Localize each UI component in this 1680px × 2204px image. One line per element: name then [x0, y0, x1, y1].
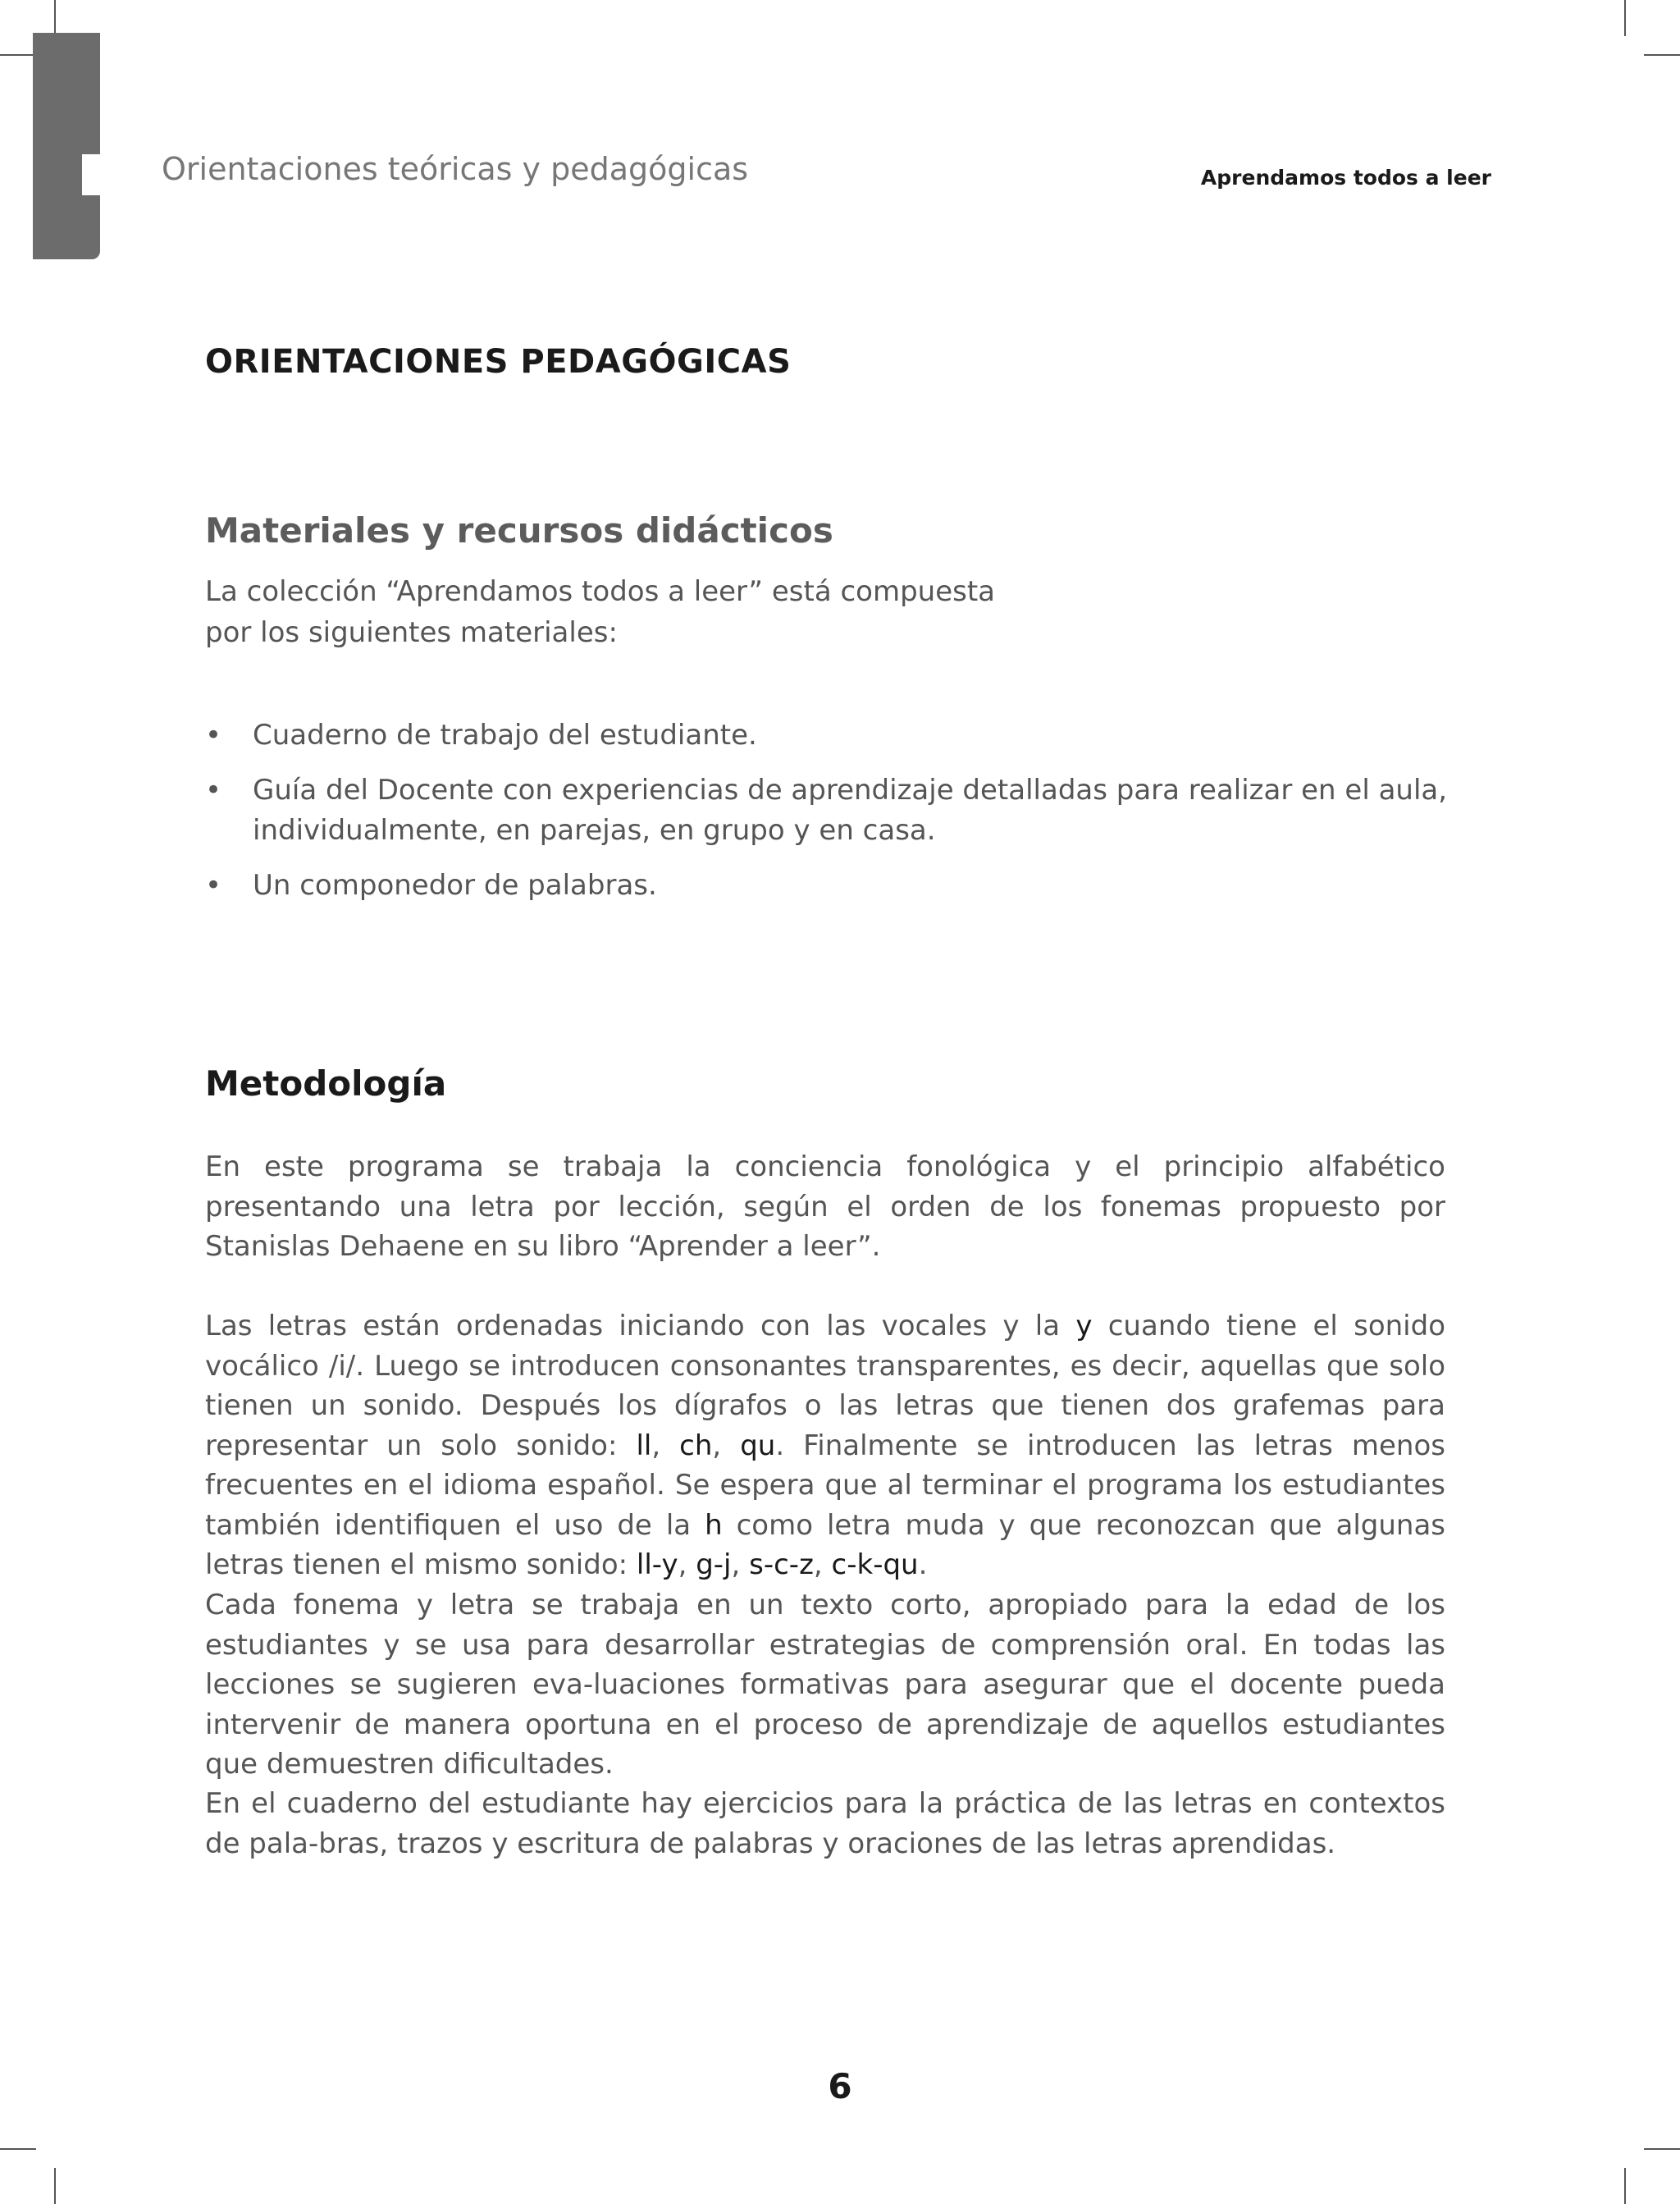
paragraph: Cada fonema y letra se trabaja en un texto corto, apropiado para la edad de los estudiantes y se usa para desarrollar estrategias de comprensión oral. En todas las lecciones se sugieren eva-luaciones formativas para asegurar que el docente pueda intervenir de manera oportuna en el proceso de aprendizaje de aquellos estudiantes que demuestren dificultades.: [205, 1589, 1445, 1781]
text-run: ,: [678, 1548, 696, 1581]
chapter-tab: [33, 33, 100, 259]
highlighted-letter: s-c-z: [749, 1548, 814, 1581]
highlighted-letter: ll: [636, 1429, 652, 1462]
paragraph: En el cuaderno del estudiante hay ejercicios para la práctica de las letras en contextos de pala-bras, trazos y escritura de palabras y oraciones de las letras aprendidas.: [205, 1787, 1445, 1860]
text-run: ,: [651, 1429, 680, 1462]
crop-mark: [54, 0, 56, 36]
chapter-tab-notch: [82, 154, 100, 195]
running-header-book-title: Aprendamos todos a leer: [1200, 166, 1491, 190]
materiales-intro: [205, 571, 1066, 653]
list-item: [205, 716, 1452, 756]
text-run: ,: [712, 1429, 741, 1462]
crop-mark: [1644, 54, 1680, 56]
crop-mark: [1644, 2148, 1680, 2150]
heading-materiales: Materiales y recursos didácticos: [205, 510, 833, 551]
intro-line: La colección “Aprendamos todos a leer” está compuesta: [205, 575, 996, 608]
highlighted-letter: h: [705, 1508, 723, 1542]
highlighted-letter: ll-y: [636, 1548, 678, 1581]
crop-mark: [0, 54, 36, 56]
intro-line: por los siguientes materiales:: [205, 616, 618, 649]
highlighted-letter: qu: [740, 1429, 776, 1462]
text-run: ,: [813, 1548, 832, 1581]
list-item: [205, 770, 1452, 851]
crop-mark: [1624, 2168, 1626, 2204]
text-run: cuando tiene el sonido vocálico /i/. Luego se introducen consonantes transparentes, es decir, aquellas que solo tienen un sonido. Después los dígrafos o las letras que tienen dos grafemas para representar un solo sonido:: [205, 1310, 1446, 1462]
highlighted-letter: y: [1075, 1310, 1093, 1342]
crop-mark: [1624, 0, 1626, 36]
text-run: . Finalmente se introducen las letras menos frecuentes en el idioma español. Se espera que al terminar el programa los estudiantes también identifiquen el uso de la: [205, 1429, 1445, 1542]
materials-list: [205, 716, 1452, 921]
bullet-mark: •: [205, 774, 222, 807]
crop-mark: [54, 2168, 56, 2204]
text-run: ,: [731, 1548, 750, 1581]
text-run: .: [918, 1548, 928, 1581]
page-number: 6: [828, 2066, 852, 2106]
list-item-text: Guía del Docente con experiencias de aprendizaje detalladas para realizar en el aula, individualmente, en parejas, en grupo y en casa.: [253, 774, 1448, 847]
text-run: Las letras están ordenadas iniciando con las vocales y la: [205, 1310, 1076, 1342]
list-item-text: Un componedor de palabras.: [253, 869, 657, 902]
highlighted-letter: ch: [679, 1429, 713, 1462]
list-item-text: Cuaderno de trabajo del estudiante.: [253, 719, 757, 752]
list-item: [205, 866, 1452, 906]
running-header-title: Orientaciones teóricas y pedagógicas: [162, 151, 749, 187]
paragraph: [205, 1306, 1445, 1585]
paragraph: En este programa se trabaja la conciencia fonológica y el principio alfabético presentando una letra por lección, según el orden de los fonemas propuesto por Stanislas Dehaene en su libro “Aprender a leer”.: [205, 1150, 1445, 1263]
heading-metodologia: Metodología: [205, 1063, 447, 1104]
highlighted-letter: g-j: [696, 1548, 732, 1581]
bullet-mark: •: [205, 869, 222, 902]
highlighted-letter: c-k-qu: [831, 1548, 919, 1581]
text-run: como letra muda y que reconozcan que algunas letras tienen el mismo sonido:: [205, 1508, 1445, 1581]
crop-mark: [0, 2148, 36, 2150]
section-title: ORIENTACIONES PEDAGÓGICAS: [205, 343, 792, 381]
bullet-mark: •: [205, 719, 222, 752]
